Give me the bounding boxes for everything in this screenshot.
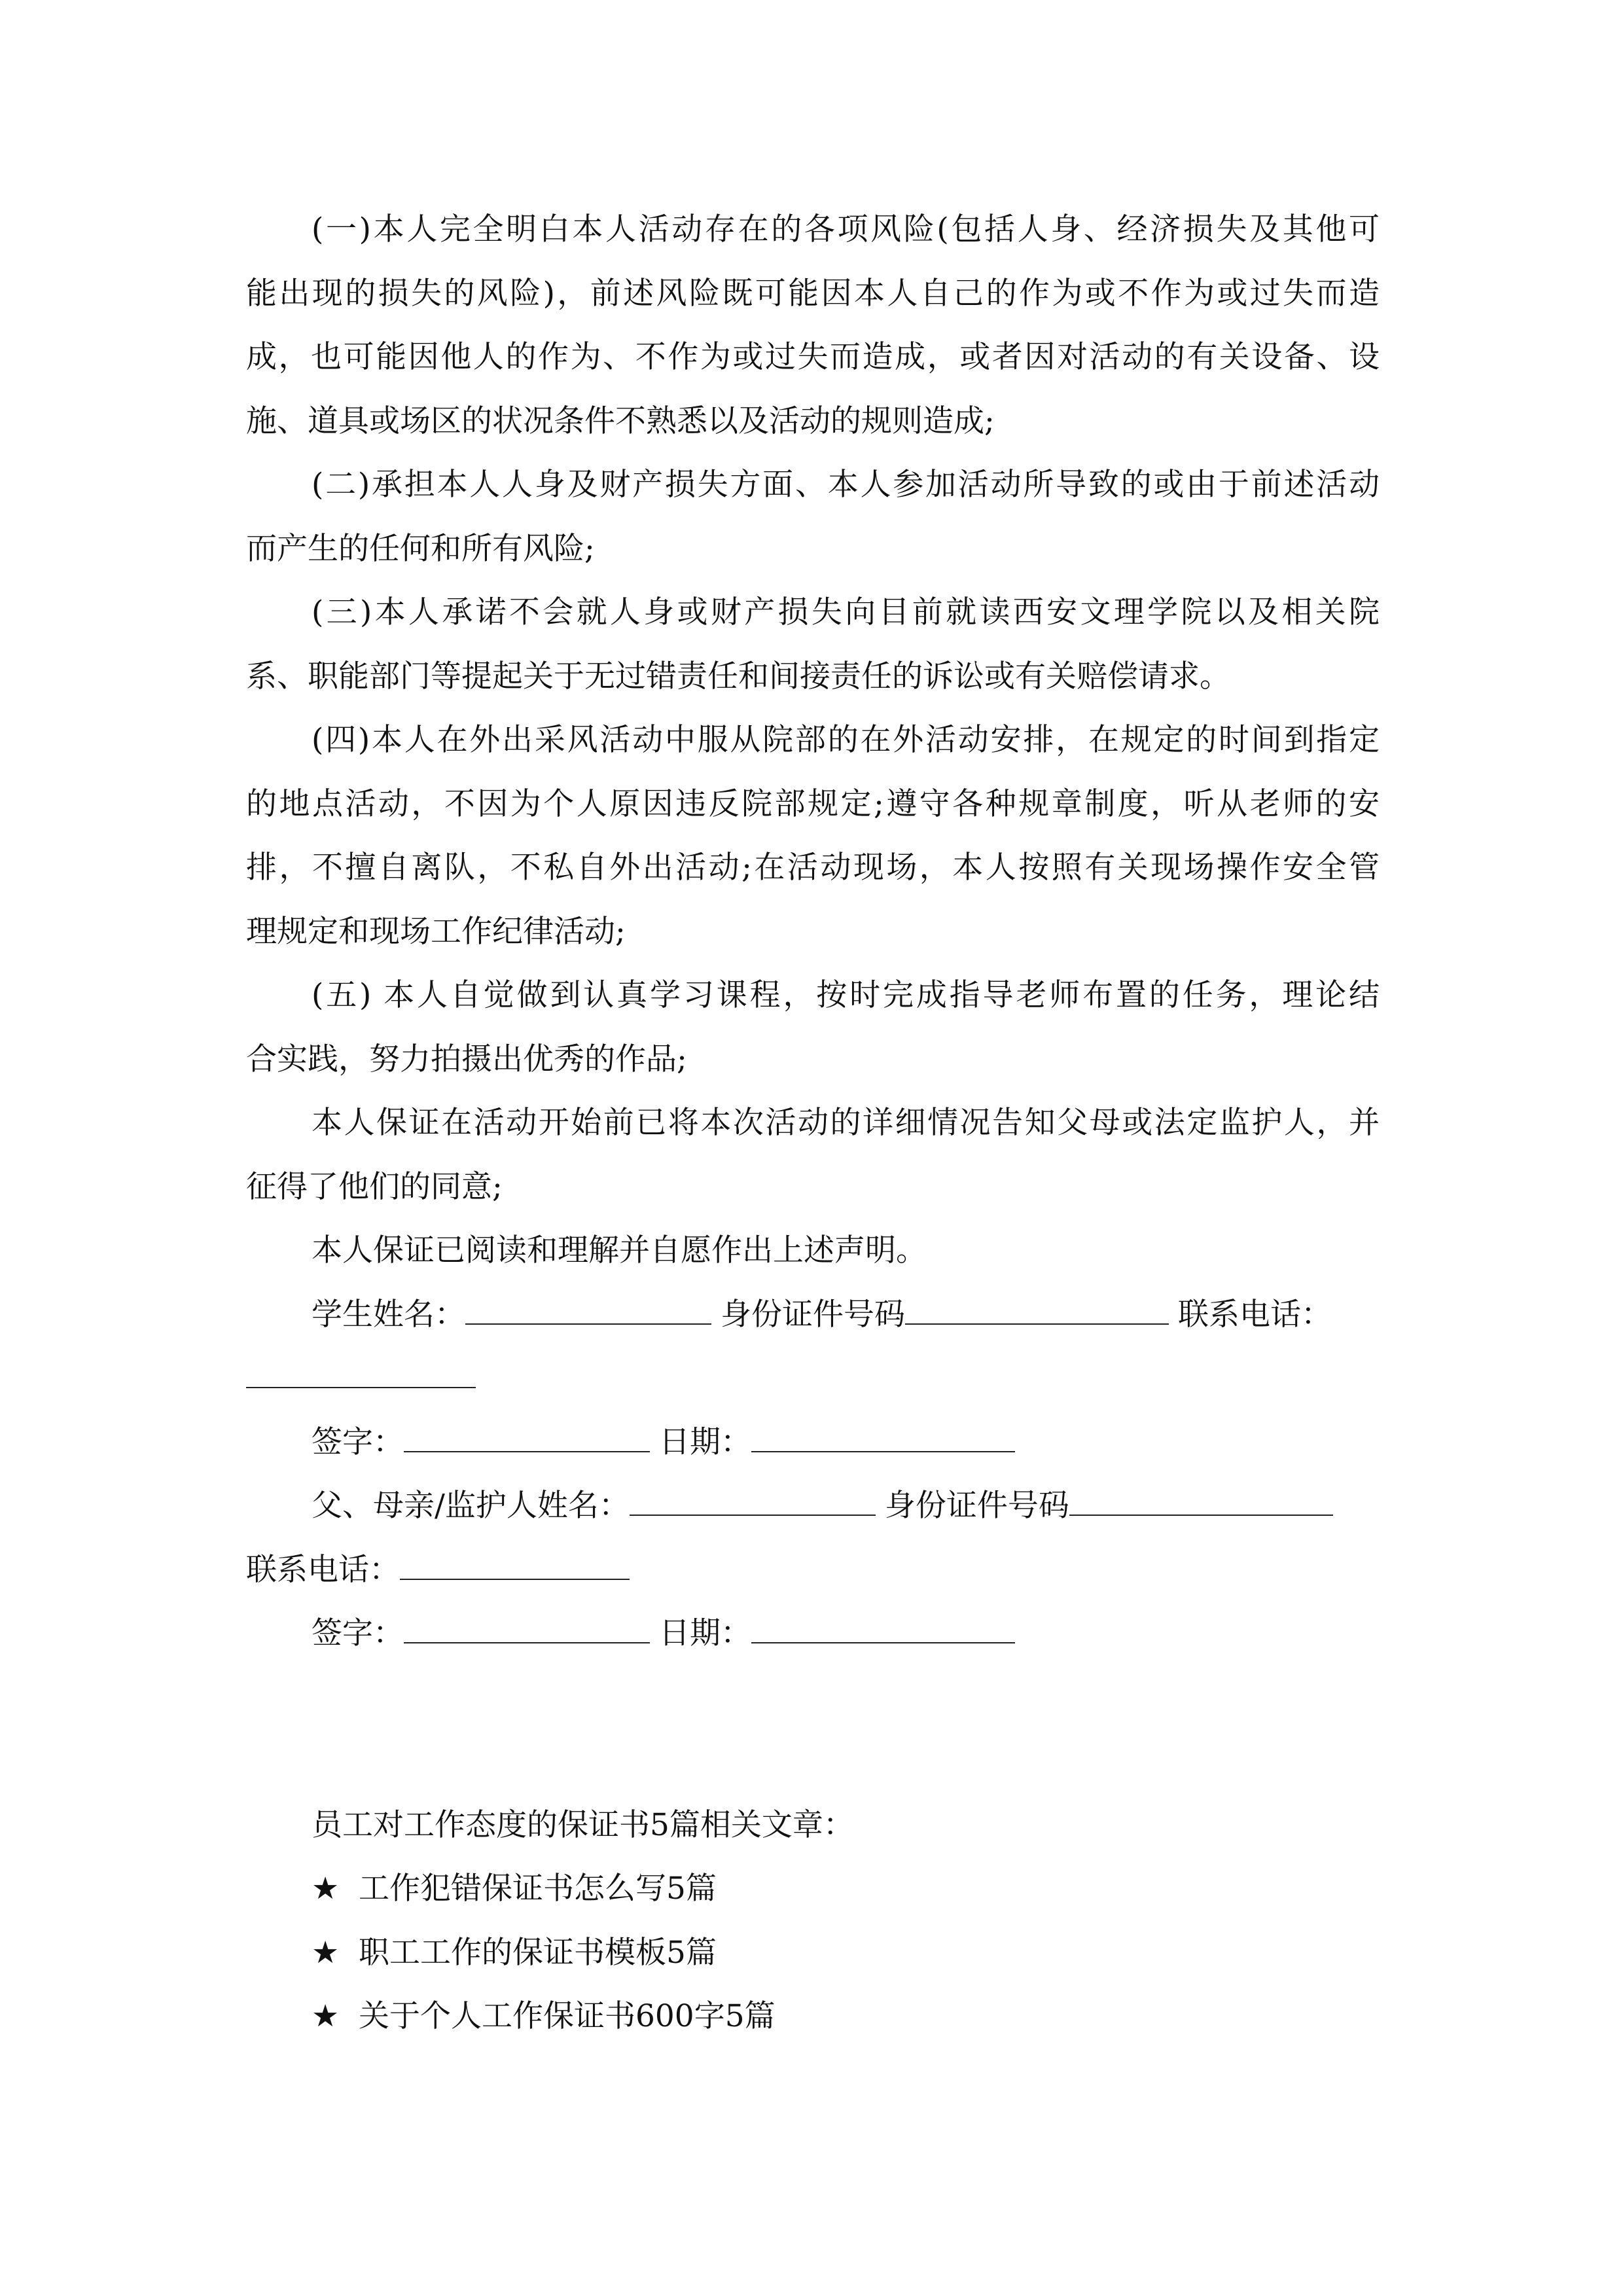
- related-article-link[interactable]: [246, 1984, 1380, 2049]
- parent-name-field[interactable]: [630, 1474, 876, 1516]
- student-id-label: 身份证件号码: [721, 1296, 905, 1333]
- related-article-label[interactable]: 职工工作的保证书模板5篇: [359, 1934, 717, 1971]
- student-date-field[interactable]: [751, 1410, 1015, 1452]
- parent-sign-field[interactable]: [404, 1602, 650, 1643]
- parent-id-field[interactable]: [1069, 1474, 1333, 1516]
- paragraph-5-line: 合实践，努力拍摄出优秀的作品;: [246, 1041, 687, 1077]
- student-name-field[interactable]: [465, 1283, 711, 1325]
- paragraph-6-line: 征得了他们的同意;: [246, 1168, 503, 1205]
- star-icon: ★: [312, 1871, 340, 1907]
- student-sign-field[interactable]: [404, 1410, 650, 1452]
- student-sign-label: 签字：: [312, 1424, 404, 1460]
- parent-sign-label: 签字：: [312, 1615, 404, 1651]
- related-article-label[interactable]: 关于个人工作保证书600字5篇: [359, 1998, 776, 2034]
- paragraph-1-line: (一)本人完全明白本人活动存在的各项风险(包括人身、经济损失及其他可: [312, 211, 1380, 247]
- paragraph-5-line: (五) 本人自觉做到认真学习课程，按时完成指导老师布置的任务，理论结: [312, 977, 1380, 1013]
- paragraph-2-line: (二)承担本人人身及财产损失方面、本人参加活动所导致的或由于前述活动: [312, 467, 1380, 503]
- parent-name-label: 父、母亲/监护人姓名：: [312, 1488, 630, 1524]
- paragraph-4-line: 排，不擅自离队，不私自外出活动;在活动现场，本人按照有关现场操作安全管: [246, 850, 1380, 886]
- parent-phone-field[interactable]: [400, 1538, 630, 1580]
- paragraph-1-line: 施、道具或场区的状况条件不熟悉以及活动的规则造成;: [246, 403, 995, 439]
- parent-date-label: 日期：: [659, 1615, 751, 1651]
- student-sign-row: [246, 1410, 1380, 1475]
- document-body: [246, 198, 1380, 2049]
- parent-sign-row: [246, 1602, 1380, 1666]
- parent-info-row: [246, 1474, 1380, 1538]
- star-icon: ★: [312, 1998, 340, 2034]
- related-article-label[interactable]: 工作犯错保证书怎么写5篇: [359, 1871, 717, 1907]
- parent-phone-label: 联系电话：: [246, 1551, 400, 1588]
- paragraph-7-line: 本人保证已阅读和理解并自愿作出上述声明。: [312, 1232, 927, 1268]
- paragraph-2-line: 而产生的任何和所有风险;: [246, 530, 595, 567]
- student-phone-label: 联系电话：: [1178, 1296, 1332, 1333]
- student-info-row: [246, 1283, 1380, 1347]
- paragraph-4-line: (四)本人在外出采风活动中服从院部的在外活动安排，在规定的时间到指定: [312, 722, 1380, 758]
- star-icon: ★: [312, 1934, 340, 1971]
- student-phone-row: [246, 1346, 1380, 1410]
- student-id-field[interactable]: [905, 1283, 1169, 1325]
- student-name-label: 学生姓名：: [312, 1296, 465, 1333]
- parent-date-field[interactable]: [751, 1602, 1015, 1643]
- paragraph-4-line: 理规定和现场工作纪律活动;: [246, 913, 626, 950]
- parent-phone-row: [246, 1538, 1380, 1602]
- related-articles-title: 员工对工作态度的保证书5篇相关文章：: [312, 1806, 854, 1843]
- paragraph-6-line: 本人保证在活动开始前已将本次活动的详细情况告知父母或法定监护人，并: [312, 1105, 1380, 1141]
- related-article-link[interactable]: [246, 1921, 1380, 1985]
- paragraph-3-line: 系、职能部门等提起关于无过错责任和间接责任的诉讼或有关赔偿请求。: [246, 658, 1230, 694]
- student-phone-field[interactable]: [246, 1346, 476, 1388]
- paragraph-3-line: (三)本人承诺不会就人身或财产损失向目前就读西安文理学院以及相关院: [312, 594, 1380, 630]
- paragraph-4-line: 的地点活动，不因为个人原因违反院部规定;遵守各种规章制度，听从老师的安: [246, 785, 1380, 822]
- student-date-label: 日期：: [659, 1424, 751, 1460]
- related-article-link[interactable]: [246, 1857, 1380, 1921]
- paragraph-1-line: 能出现的损失的风险)，前述风险既可能因本人自己的作为或不作为或过失而造: [246, 275, 1380, 312]
- paragraph-1-line: 成，也可能因他人的作为、不作为或过失而造成，或者因对活动的有关设备、设: [246, 339, 1380, 375]
- parent-id-label: 身份证件号码: [884, 1488, 1069, 1524]
